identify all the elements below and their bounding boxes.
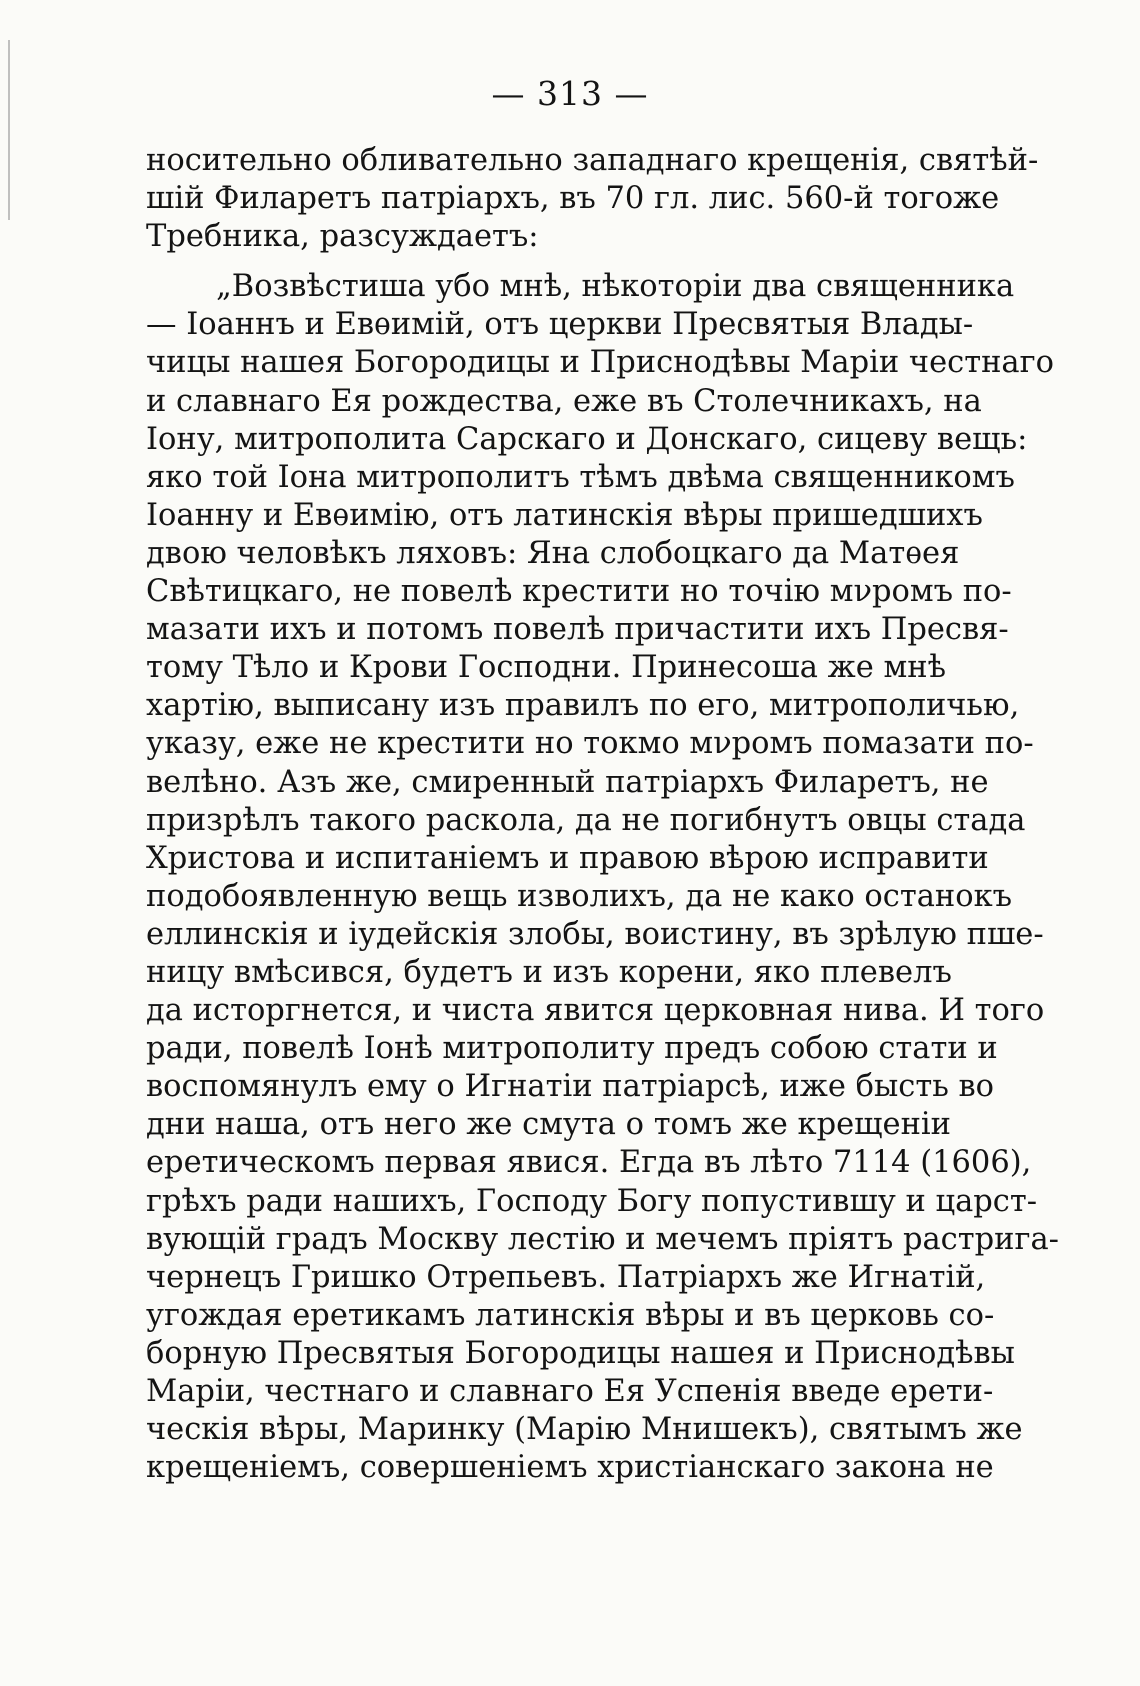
text-line: борную Пресвятыя Богородицы нашея и Приснодѣвы [146, 1335, 1015, 1371]
text-line: ницу вмѣсився, будетъ и изъ корени, яко плевелъ [146, 954, 952, 990]
text-line: грѣхъ ради нашихъ, Господу Богу попустившу и царст- [146, 1183, 1038, 1219]
text-line: яко той Іона митрополитъ тѣмъ двѣма священникомъ [146, 459, 1015, 495]
text-line: Маріи, честнаго и славнаго Ея Успенія введе ерети- [146, 1374, 994, 1409]
text-line: Свѣтицкаго, не повелѣ крестити но точію мνромъ по- [146, 574, 1012, 610]
text-line: велѣно. Азъ же, смиренный патріархъ Филаретъ, не [146, 764, 989, 800]
page-number: — 313 — [491, 74, 649, 113]
text-line: чицы нашея Богородицы и Приснодѣвы Маріи честнаго [146, 345, 1054, 381]
text-line: мазати ихъ и потомъ повелѣ причастити ихъ Пресвя- [146, 612, 1009, 648]
text-line: угождая еретикамъ латинскія вѣры и въ церковь со- [146, 1297, 995, 1333]
text-line: и славнаго Ея рождества, еже въ Столечникахъ, на [146, 383, 982, 419]
text-line: Іону, митрополита Сарскаго и Донскаго, сицеву вещь: [146, 421, 1028, 457]
text-line: двою человѣкъ ляховъ: Яна слобоцкаго да Матѳея [146, 535, 960, 571]
text-line: Іоанну и Евѳимію, отъ латинскія вѣры пришедшихъ [146, 497, 983, 533]
text-line: да исторгнется, и чиста явится церковная нива. И того [146, 993, 1045, 1029]
text-line: подобоявленную вещь изволихъ, да не како останокъ [146, 878, 1013, 914]
text-line: вующій градъ Москву лестію и мечемъ пріятъ растрига- [146, 1221, 1059, 1257]
text-line: тому Тѣло и Крови Господни. Принесоша же мнѣ [146, 650, 946, 686]
text-line: Христова и испитаніемъ и правою вѣрою исправити [146, 840, 989, 876]
text-line: крещеніемъ, совершеніемъ христіанскаго закона не [146, 1450, 994, 1486]
text-line: ческія вѣры, Маринку (Марію Мнишекъ), святымъ же [146, 1412, 1023, 1448]
text-line: носительно обливательно западнаго крещенія, святѣй- [146, 143, 1039, 178]
text-line: призрѣлъ такого раскола, да не погибнутъ овцы стада [146, 802, 1026, 838]
text-line: — Іоаннъ и Евѳимій, отъ церкви Пресвятыя Влады- [146, 307, 974, 343]
text-line: еллинскія и іудейскія злобы, воистину, въ зрѣлую пше- [146, 916, 1044, 952]
text-line: указу, еже не крестити но токмо мνромъ помазати по- [146, 726, 1034, 762]
text-line: дни наша, отъ него же смута о томъ же крещеніи [146, 1107, 952, 1143]
body-text [146, 142, 1059, 1487]
scan-margin-mark [8, 40, 10, 220]
text-line: воспомянулъ ему о Игнатіи патріарсѣ, иже бысть во [146, 1069, 995, 1105]
text-line: шій Филаретъ патріархъ, въ 70 гл. лис. 560-й тогоже [146, 181, 1000, 217]
text-line: еретическомъ первая явися. Егда въ лѣто 7114 (1606), [146, 1145, 1032, 1181]
text-line: ради, повелѣ Іонѣ митрополиту предъ собою стати и [146, 1031, 998, 1067]
text-line: Требника, разсуждаетъ: [146, 219, 539, 255]
text-line: „Возвѣстиша убо мнѣ, нѣкоторіи два священника [216, 269, 1015, 305]
text-line: хартію, выписану изъ правилъ по его, митрополичью, [146, 688, 1020, 724]
text-line: чернецъ Гришко Отрепьевъ. Патріархъ же Игнатій, [146, 1259, 986, 1295]
